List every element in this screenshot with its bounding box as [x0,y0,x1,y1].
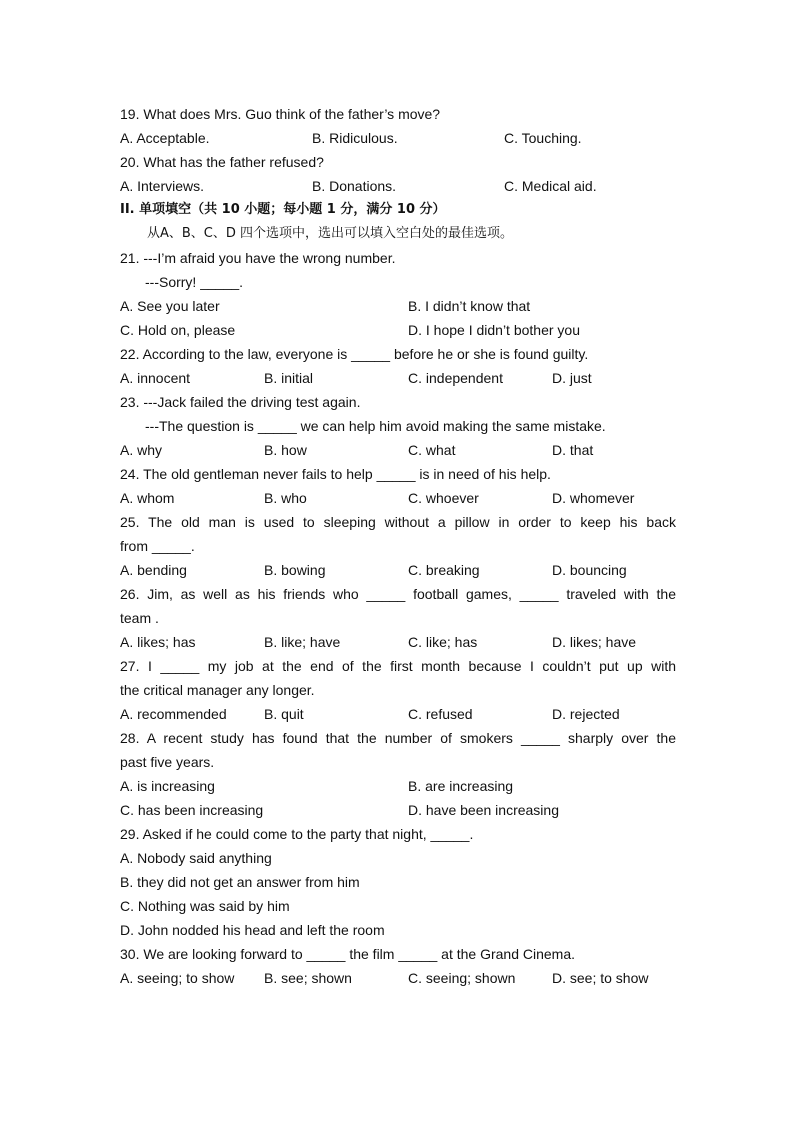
option-c: C. breaking [408,562,480,578]
option-a: A. bending [120,562,187,578]
question-20-stem: 20. What has the father refused? [120,154,324,170]
option-c: C. Medical aid. [504,178,597,194]
option-c: C. Hold on, please [120,322,236,338]
option-a: A. likes; has [120,634,196,650]
option-b: B. how [264,442,307,458]
option-b: B. quit [264,706,304,722]
question-23-stem: 23. ---Jack failed the driving test again. [120,394,361,410]
option-a: A. See you later [120,298,220,314]
section-heading: II. 单项填空（共 10 小题；每小题 1 分，满分 10 分） [120,202,446,217]
question-27-stem: 27. I _____ my job at the end of the first month because I couldn’t put up with [120,658,676,674]
question-28-stem: 28. A recent study has found that the number of smokers _____ sharply over the [120,730,676,746]
option-b: B. they did not get an answer from him [120,874,360,890]
option-a: A. why [120,442,163,458]
option-b: B. I didn’t know that [408,298,531,314]
question-25-stem: 25. The old man is used to sleeping without a pillow in order to keep his back [120,514,676,530]
option-b: B. Ridiculous. [312,130,398,146]
question-22-options [120,366,676,390]
option-c: C. whoever [408,490,479,506]
question-19-stem: 19. What does Mrs. Guo think of the father’s move? [120,106,441,122]
question-21-stem: 21. ---I’m afraid you have the wrong number. [120,250,396,266]
option-a: A. Nobody said anything [120,850,272,866]
option-d: D. John nodded his head and left the room [120,922,385,938]
option-c: C. refused [408,706,473,722]
question-25-options [120,558,676,582]
option-d: D. see; to show [552,970,649,986]
question-26-stem-line2: team . [120,610,159,626]
question-28-options-row2 [120,798,676,822]
option-d: D. have been increasing [408,802,559,818]
option-d: D. I hope I didn’t bother you [408,322,580,338]
option-c: C. independent [408,370,503,386]
option-d: D. just [552,370,592,386]
question-21-options-row1 [120,294,676,318]
option-a: A. whom [120,490,175,506]
option-d: D. whomever [552,490,635,506]
question-25-stem-line2: from _____. [120,538,195,554]
option-d: D. that [552,442,594,458]
option-a: A. is increasing [120,778,215,794]
option-b: B. Donations. [312,178,397,194]
option-a: A. Acceptable. [120,130,210,146]
question-24-options [120,486,676,510]
question-19-options [120,126,676,150]
option-c: C. has been increasing [120,802,264,818]
option-c: C. Touching. [504,130,582,146]
option-b: B. are increasing [408,778,514,794]
option-b: B. who [264,490,307,506]
option-c: C. like; has [408,634,478,650]
option-a: A. recommended [120,706,227,722]
option-b: B. bowing [264,562,326,578]
option-a: A. seeing; to show [120,970,235,986]
option-d: D. likes; have [552,634,637,650]
question-28-options-row1 [120,774,676,798]
question-26-options [120,630,676,654]
question-20-options [120,174,676,198]
question-24-stem: 24. The old gentleman never fails to help _____ is in need of his help. [120,466,551,482]
option-c: C. what [408,442,456,458]
option-a: A. innocent [120,370,191,386]
question-28-stem-line2: past five years. [120,754,215,770]
option-d: D. bouncing [552,562,627,578]
question-21-stem-line2: ---Sorry! _____. [145,274,244,290]
option-c: C. seeing; shown [408,970,516,986]
option-b: B. see; shown [264,970,352,986]
option-b: B. initial [264,370,314,386]
option-b: B. like; have [264,634,341,650]
option-d: D. rejected [552,706,620,722]
section-instruction: 从A、B、C、D 四个选项中，选出可以填入空白处的最佳选项。 [147,226,514,241]
question-29-stem: 29. Asked if he could come to the party that night, _____. [120,826,474,842]
question-23-options [120,438,676,462]
question-27-options [120,702,676,726]
option-a: A. Interviews. [120,178,205,194]
question-22-stem: 22. According to the law, everyone is _____ before he or she is found guilty. [120,346,589,362]
option-c: C. Nothing was said by him [120,898,290,914]
question-27-stem-line2: the critical manager any longer. [120,682,315,698]
question-21-options-row2 [120,318,676,342]
question-26-stem: 26. Jim, as well as his friends who _____ football games, _____ traveled with the [120,586,676,602]
question-30-stem: 30. We are looking forward to _____ the film _____ at the Grand Cinema. [120,946,576,962]
question-23-stem-line2: ---The question is _____ we can help him avoid making the same mistake. [145,418,606,434]
question-30-options [120,966,676,990]
